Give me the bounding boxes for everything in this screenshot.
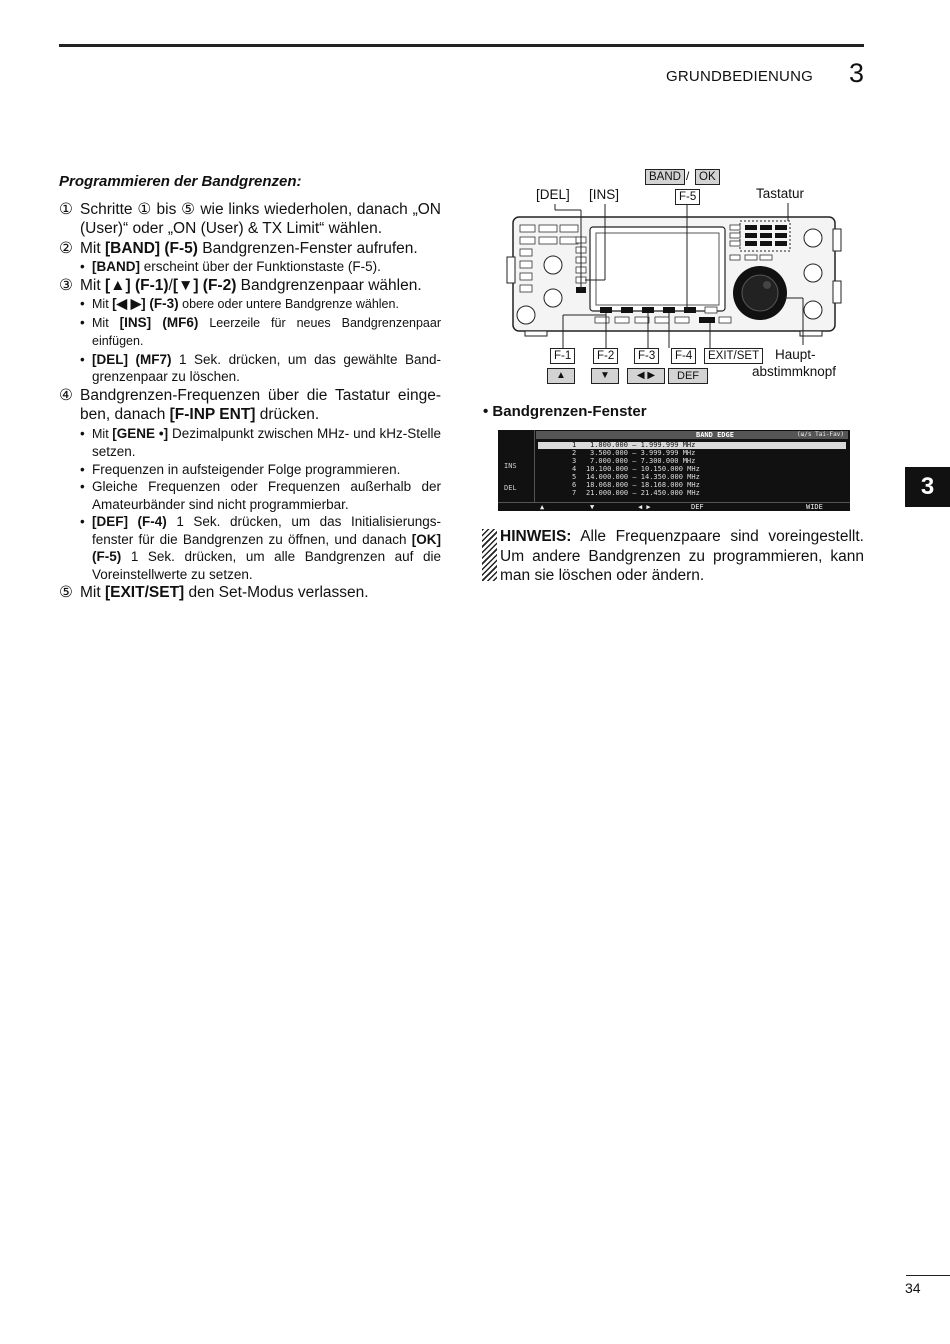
page-number: 34 (905, 1280, 921, 1296)
screen-def-key: DEF (691, 503, 704, 511)
band-key-label: BAND (645, 169, 685, 185)
screen-up-key: ▲ (540, 503, 545, 511)
band-edge-row: 2 3.500.000 – 3.999.999 MHz (572, 449, 696, 457)
del-label: [DEL] (536, 187, 570, 202)
step-3-bullet-3: • [DEL] (MF7) 1 Sek. drücken, um das gewählte Band-grenzenpaar zu löschen. (59, 351, 441, 386)
screen-side-panel (498, 430, 535, 502)
f3-label: F-3 (634, 348, 659, 364)
note-hatch-icon (482, 529, 497, 581)
section-heading: Programmieren der Bandgrenzen: (59, 173, 302, 190)
del-softkey: DEL (504, 484, 517, 492)
ins-label: [INS] (589, 187, 620, 202)
step-number: ② (59, 239, 73, 257)
f1-label: F-1 (550, 348, 575, 364)
instructions-column (59, 172, 441, 603)
screen-wide-key: WIDE (806, 503, 823, 511)
note-text: HINWEIS: Alle Frequenzpaare sind voreingestellt. Um andere Bandgrenzen zu programmieren, kann man sie löschen oder ändern. (500, 528, 864, 584)
step-4-bullet-1: • Mit [GENE •] Dezimalpunkt zwischen MHz- und kHz-Stelle setzen. (59, 425, 441, 461)
band-edge-row: 7 21.000.000 – 21.450.000 MHz (572, 489, 700, 497)
step-4: ④ Bandgrenzen-Frequenzen über die Tastatur einge-ben, danach [F-INP ENT] drücken. (59, 386, 441, 423)
main-dial-label-1: Haupt- (775, 347, 816, 362)
chapter-number: 3 (848, 58, 864, 88)
down-arrow-key-icon: ▼ (591, 368, 619, 384)
step-3-bullet-1: • Mit [◀ ▶] (F-3) obere oder untere Bandgrenze wählen. (59, 295, 441, 314)
screen-left-right-key: ◀ ▶ (638, 503, 651, 511)
step-number: ⑤ (59, 584, 73, 601)
step-4-bullet-4: • [DEF] (F-4) 1 Sek. drücken, um das Initialisierungs-fenster für die Bandgrenzen zu öffnen, und danach [OK] (F-5) 1 Sek. drücken, um alle Bandgrenzen auf die Voreinstellwerte zu setzen. (59, 513, 441, 583)
step-number: ④ (59, 386, 73, 404)
chapter-side-tab: 3 (905, 467, 950, 507)
step-2-bullet-1: • [BAND] erscheint über der Funktionstaste (F-5). (59, 258, 441, 276)
f2-label: F-2 (593, 348, 618, 364)
step-3-bullet-2: • Mit [INS] (MF6) Leerzeile für neues Bandgrenzenpaar einfügen. (59, 314, 441, 351)
step-3: ③ Mit [▲] (F-1)/[▼] (F-2) Bandgrenzenpaar wählen. (59, 276, 422, 294)
step-2: ② Mit [BAND] (F-5) Bandgrenzen-Fenster aufrufen. (59, 239, 418, 257)
main-dial-label-2: abstimmknopf (752, 364, 837, 379)
chapter-title: GRUNDBEDIENUNG (666, 68, 813, 85)
band-edge-row: 5 14.000.000 – 14.350.000 MHz (572, 473, 700, 481)
step-number: ① (59, 200, 73, 218)
step-5: ⑤ Mit [EXIT/SET] den Set-Modus verlassen. (59, 584, 369, 601)
transceiver-diagram (495, 165, 855, 390)
step-number: ③ (59, 276, 73, 294)
note-label: HINWEIS: (500, 528, 572, 545)
f5-label: F-5 (675, 189, 700, 205)
band-edge-row: 1 1.800.000 – 1.999.999 MHz (538, 442, 846, 449)
ok-key-label: OK (695, 169, 720, 185)
screen-title-bar (536, 431, 848, 439)
keypad-label: Tastatur (756, 186, 805, 201)
ins-softkey: INS (504, 462, 517, 470)
band-edge-row: 4 10.100.000 – 10.150.000 MHz (572, 465, 700, 473)
screen-down-key: ▼ (590, 503, 595, 511)
def-key-label: DEF (668, 368, 708, 384)
step-1: ① Schritte ① bis ⑤ wie links wiederholen, danach „ON (User)“ oder „ON (User) & TX Limit“ wählen. (59, 200, 441, 237)
slash-separator: / (686, 169, 690, 183)
left-right-arrow-key-icon: ◀ ▶ (627, 368, 665, 384)
band-edge-row: 6 18.068.000 – 18.168.000 MHz (572, 481, 700, 489)
band-edge-row: 3 7.000.000 – 7.300.000 MHz (572, 457, 696, 465)
footer-rule (906, 1275, 950, 1276)
up-arrow-key-icon: ▲ (547, 368, 575, 384)
screen-status: (ω/s Tai-Fav) (797, 431, 844, 438)
header-rule (59, 44, 864, 47)
f4-label: F-4 (671, 348, 696, 364)
band-edge-screen (498, 430, 850, 511)
band-window-caption: • Bandgrenzen-Fenster (483, 403, 647, 420)
step-4-bullet-2: • Frequenzen in aufsteigender Folge programmieren. (59, 461, 441, 479)
screen-function-keys (498, 502, 850, 511)
screen-title: BAND EDGE (696, 431, 734, 439)
note-box (482, 527, 864, 586)
step-4-bullet-3: • Gleiche Frequenzen oder Frequenzen außerhalb der Amateurbänder sind nicht programmierbar. (59, 478, 441, 513)
exit-set-label: EXIT/SET (704, 348, 763, 364)
